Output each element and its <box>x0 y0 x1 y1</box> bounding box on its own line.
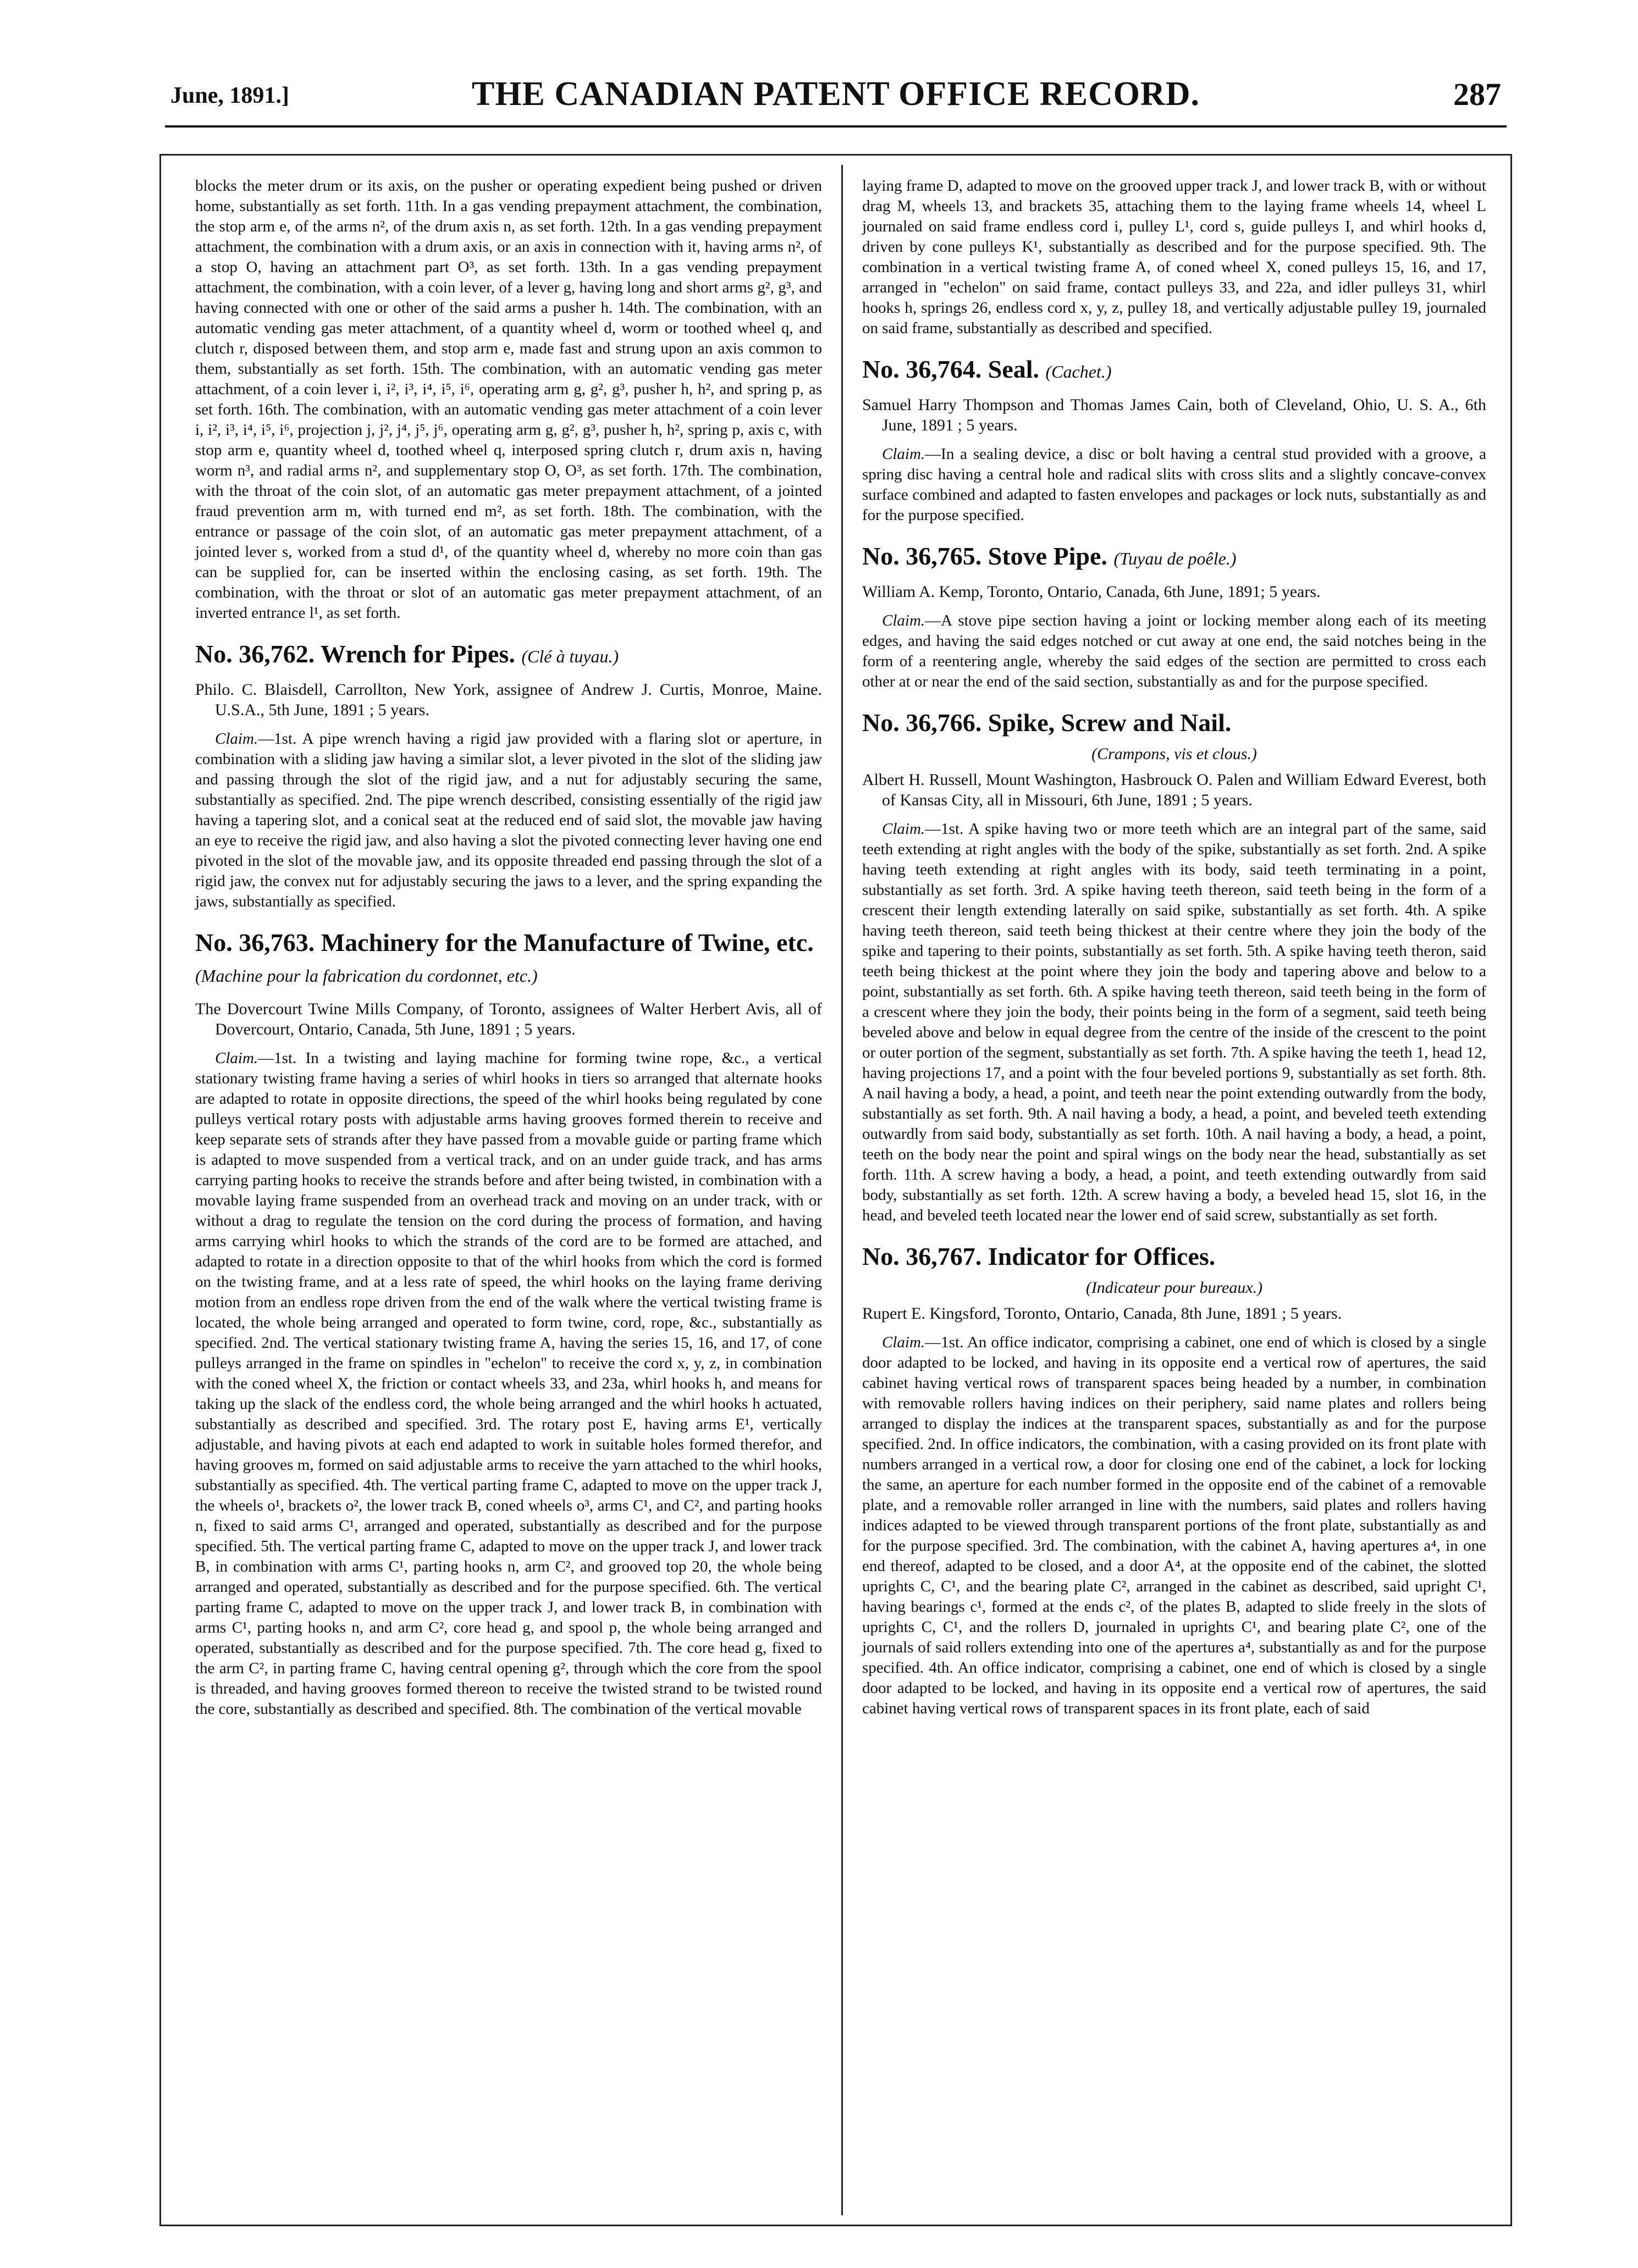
column-divider <box>841 165 843 2215</box>
patent-number: No. 36,763. <box>195 928 315 956</box>
patent-title: Indicator for Offices. <box>988 1242 1216 1270</box>
inventor-line: The Dovercourt Twine Mills Company, of Toronto, assignees of Walter Herbert Avis, all of Dovercourt, Ontario, Canada, 5th June, 1891 ; 5 years. <box>195 1000 822 1038</box>
continued-claims: blocks the meter drum or its axis, on the pusher or operating expedient being pushed or driven home, substantially as set forth. 11th. In a gas vending prepayment attachment, the combination, the stop arm e, of the arms n², of the drum axis n, as set forth. 12th. In a gas vending prepayment attachment, the combination with a drum axis, or an axis in connection with it, having arms n², of a stop O, having an attachment part O³, as set forth. 13th. In a gas vending prepayment attachment, the combination, with a coin lever, of a lever g, having long and short arms g², g³, and having connected with one or other of the said arms a pusher h. 14th. The combination, with an automatic vending gas meter attachment, of a quantity wheel d, worm or toothed wheel q, and clutch r, disposed between them, and stop arm e, made fast and strung upon an axis common to them, substantially as set forth. 15th. The combination, with an automatic vending gas meter attachment, of a coin lever i, i², i³, i⁴, i⁵, i⁶, operating arm g, g², g³, pusher h, h², and spring p, as set forth. 16th. The combination, with an automatic vending gas meter attachment of a coin lever i, i², i³, i⁴, i⁵, i⁶, projection j, j², j⁴, j⁵, j⁶, operating arm g, g², g³, pusher h, h², spring p, axis c, with stop arm e, quantity wheel d, toothed wheel q, interposed spring clutch r, drum axis n, having worm n³, and radial arms n², and supplementary stop O, O³, as set forth. 17th. The combination, with the throat of the coin slot, of an automatic gas meter prepayment attachment, of a jointed fraud prevention arm m, with turned end m², as set forth. 18th. The combination, with the entrance or passage of the coin slot, of an automatic gas meter prepayment attachment, of a jointed lever s, worked from a stud d¹, of the quantity wheel d, whereby no more coin than gas can be supplied for, can be inserted within the enclosing casing, as set forth. 19th. The combination, with the throat or slot of an automatic gas meter prepayment attachment, of an inverted entrance l¹, as set forth. <box>195 177 822 622</box>
french-title: (Tuyau de poêle.) <box>1113 549 1237 568</box>
left-column <box>195 176 822 1728</box>
claim-body: —In a sealing device, a disc or bolt having a central stud provided with a groove, a spring disc having a central hole and radical slits with cross slits and a slightly concave-convex surface combined and adapted to fasten envelopes and packages or lock nuts, substantially as and for the purpose specified. <box>862 445 1486 524</box>
patent-title: Machinery for the Manufacture of Twine, etc. <box>321 928 814 956</box>
entry-heading <box>862 1241 1486 1272</box>
entry-heading <box>862 707 1486 738</box>
patent-entry-36763 <box>195 927 822 1719</box>
claim-text <box>195 1048 822 1719</box>
patent-number: No. 36,767. <box>862 1242 982 1270</box>
french-title: (Cachet.) <box>1045 362 1112 381</box>
claim-text <box>862 444 1486 525</box>
patent-title: Seal. <box>988 355 1040 383</box>
inventor-line: Samuel Harry Thompson and Thomas James Cain, both of Cleveland, Ohio, U. S. A., 6th June, 1891 ; 5 years. <box>862 396 1486 434</box>
patent-entry-36767 <box>862 1241 1486 1719</box>
french-title: (Crampons, vis et clous.) <box>1091 745 1257 763</box>
entry-heading <box>195 927 822 991</box>
patent-number: No. 36,764. <box>862 355 982 383</box>
french-title: (Clé à tuyau.) <box>521 646 619 666</box>
inventor-line: Philo. C. Blaisdell, Carrollton, New York, assignee of Andrew J. Curtis, Monroe, Maine. U.S.A., 5th June, 1891 ; 5 years. <box>195 681 822 719</box>
patent-title: Wrench for Pipes. <box>320 640 515 668</box>
inventor-line: William A. Kemp, Toronto, Ontario, Canada, 6th June, 1891; 5 years. <box>862 583 1321 601</box>
patent-title: Stove Pipe. <box>988 542 1107 570</box>
patent-entry-36765 <box>862 541 1486 692</box>
entry-heading <box>862 541 1486 574</box>
header-rule <box>165 125 1507 128</box>
french-title: (Indicateur pour bureaux.) <box>1085 1279 1263 1297</box>
claim-label: Claim. <box>215 1049 258 1067</box>
claim-body: —1st. A spike having two or more teeth which are an integral part of the same, said teeth extending at right angles with the body of the spike, substantially as set forth. 2nd. A spike having teeth extending at right angles with its body, said teeth terminating in a point, substantially as set forth. 3rd. A spike having teeth thereon, said teeth being in the form of a crescent their length extending laterally on said spike, substantially as set forth. 4th. A spike having teeth thereon, said teeth being thickest at their centre where they join the body of the spike and tapering to their points, substantially as set forth. 5th. A spike having teeth theron, said teeth being thickest at the point where they join the body and tapering above and below to a point, substantially as set forth. 6th. A spike having teeth thereon, said teeth being in the form of a crescent where they join the body, their points being in the form of a segment, said teeth being beveled above and below in equal degree from the centre of the inside of the crescent to the point or outer portion of the segment, substantially as set forth. 7th. A spike having the teeth 1, head 12, having projections 17, and a point with the four beveled portions 9, substantially as set forth. 8th. A nail having a body, a head, a point, and teeth near the point extending outwardly from the body, substantially as set forth. 9th. A nail having a body, a head, a point, and beveled teeth extending outwardly from said body, substantially as set forth. 10th. A nail having a body, a head, a point, teeth on the body near the point and spiral wings on the body near the head, substantially as set forth. 11th. A screw having a body, a head, a point, and teeth extending outwardly from said body, substantially as set forth. 12th. A screw having a body, a beveled head 15, slot 16, in the head, and beveled teeth located near the lower end of said screw, substantially as set forth. <box>862 820 1486 1224</box>
claim-body: —A stove pipe section having a joint or locking member along each of its meeting edges, and having the said edges notched or cut away at one end, the said notches being in the form of a reentering angle, whereby the said edges of the section are permitted to cross each other at or near the end of the said section, substantially as and for the purpose specified. <box>862 612 1486 690</box>
claim-label: Claim. <box>882 1334 925 1351</box>
french-title: (Machine pour la fabrication du cordonnet, etc.) <box>195 966 538 986</box>
entry-heading <box>195 639 822 672</box>
entry-heading <box>862 354 1486 387</box>
patent-entry-36762 <box>195 639 822 912</box>
claim-body: —1st. In a twisting and laying machine for forming twine rope, &c., a vertical stationary twisting frame having a series of whirl hooks in tiers so arranged that alternate hooks are adapted to rotate in opposite directions, the speed of the whirl hooks being regulated by cone pulleys vertical rotary posts with adjustable arms having grooves formed therein to receive and keep separate sets of strands after they have passed from a movable guide or parting frame which is adapted to move suspended from a vertical track, and on an under guide track, and has arms carrying parting hooks to receive the strands before and after being twisted, in combination with a movable laying frame suspended from an overhead track and moving on an under track, with or without a drag to regulate the tension on the cord during the process of formation, and having arms carrying whirl hooks to which the strands of the cord are to be formed are attached, and adapted to rotate in a direction opposite to that of the whirl hooks from which the cord is formed on the twisting frame, and at a less rate of speed, the whirl hooks on the laying frame deriving motion from an endless rope driven from the end of the walk where the vertical twisting frame is located, the whole being arranged and operated to form twine, cord, rope, &c., substantially as specified. 2nd. The vertical stationary twisting frame A, having the series 15, 16, and 17, of cone pulleys arranged in the frame on spindles in "echelon" to receive the cord x, y, z, in combination with the coned wheel X, the friction or contact wheels 33, and 23a, whirl hooks h, and means for taking up the slack of the endless cord, the whole being arranged and the whirl hooks h actuated, substantially as described and specified. 3rd. The rotary post E, having arms E¹, vertically adjustable, and having pivots at each end adapted to work in suitable holes formed therefor, and having grooves m, formed on said adjustable arms to receive the yarn attached to the whirl hooks, substantially as specified. 4th. The vertical parting frame C, adapted to move on the upper track J, the wheels o¹, brackets o², the lower track B, coned wheels o³, arms C¹, and C², and parting hooks n, fixed to said arms C¹, arranged and operated, substantially as described and for the purpose specified. 5th. The vertical parting frame C, adapted to move on the upper track J, and lower track B, in combination with arms C¹, parting hooks n, arm C², and grooved top 20, the whole being arranged and operated, substantially as described and for the purpose specified. 6th. The vertical parting frame C, adapted to move on the upper track J, and lower track B, in combination with arms C¹, parting hooks n, and arm C², core head g, and spool p, the whole being arranged and operated, substantially as described and for the purpose specified. 7th. The core head g, fixed to the arm C², in parting frame C, having central opening g², through which the core from the spool is threaded, and having grooves formed thereon to receive the twisted strand to be twisted round the core, substantially as described and specified. 8th. The combination of the vertical movable <box>195 1049 822 1718</box>
claim-text <box>862 819 1486 1226</box>
patent-entry-36764 <box>862 354 1486 525</box>
patent-number: No. 36,766. <box>862 709 982 737</box>
inventor-line: Albert H. Russell, Mount Washington, Hasbrouck O. Palen and William Edward Everest, both of Kansas City, all in Missouri, 6th June, 1891 ; 5 years. <box>862 771 1486 809</box>
patent-number: No. 36,765. <box>862 542 982 570</box>
issue-date: June, 1891.] <box>170 83 289 108</box>
patent-entry-36766 <box>862 707 1486 1226</box>
claim-label: Claim. <box>882 820 925 838</box>
continued-claims: laying frame D, adapted to move on the grooved upper track J, and lower track B, with or without drag M, wheels 13, and brackets 35, attaching them to the laying frame wheels 14, wheel L journaled on said frame endless cord i, pulley L¹, cord s, guide pulleys I, and whirl hooks d, driven by cone pulleys K¹, substantially as described and for the purpose specified. 9th. The combination in a vertical twisting frame A, of coned wheel X, coned pulleys 15, 16, and 17, arranged in "echelon" on said frame, contact pulleys 33, and 22a, and idler pulleys 31, whirl hooks h, springs 26, endless cord x, y, z, pulley 18, and vertically adjustable pulley 19, journaled on said frame, substantially as described and specified. <box>862 177 1486 337</box>
inventor-line: Rupert E. Kingsford, Toronto, Ontario, Canada, 8th June, 1891 ; 5 years. <box>862 1304 1342 1323</box>
claim-label: Claim. <box>215 730 258 748</box>
right-column <box>862 176 1486 1728</box>
page-number: 287 <box>1453 76 1501 112</box>
claim-label: Claim. <box>882 445 925 463</box>
claim-text <box>862 1332 1486 1719</box>
claim-body: —1st. An office indicator, comprising a cabinet, one end of which is closed by a single door adapted to be locked, and having in its opposite end a vertical row of apertures, the said cabinet having vertical rows of transparent spaces being headed by a number, in combination with removable rollers having indices on their periphery, said name plates and rollers being arranged to display the indices at the transparent spaces, substantially as and for the purpose specified. 2nd. In office indicators, the combination, with a casing provided on its front plate with numbers arranged in a vertical row, a door for closing one end of the cabinet, a lock for locking the same, an aperture for each number formed in the opposite end of the cabinet of a removable plate, and a removable roller arranged in line with the numbers, said plates and rollers having indices adapted to be viewed through transparent portions of the front plate, substantially as and for the purpose specified. 3rd. The combination, with the cabinet A, having apertures a⁴, in one end thereof, adapted to be closed, and a door A⁴, at the opposite end of the cabinet, the slotted uprights C, C¹, and the bearing plate C², arranged in the cabinet as described, said upright C¹, having bearings c¹, formed at the ends c², of the plates B, adapted to slide freely in the slots of uprights C, C¹, and the rollers D, journaled in uprights C¹, and bearing plate C², one of the journals of said rollers extending into one of the apertures a⁴, substantially as and for the purpose specified. 4th. An office indicator, comprising a cabinet, one end of which is closed by a single door adapted to be locked, and having in its opposite end a vertical row of apertures, the said cabinet having vertical rows of transparent spaces in its front plate, each of said <box>862 1334 1486 1717</box>
claim-body: —1st. A pipe wrench having a rigid jaw provided with a flaring slot or aperture, in combination with a sliding jaw having a similar slot, a lever pivoted in the slot of the sliding jaw and passing through the slot of the rigid jaw, and a nut for adjustably securing the same, substantially as specified. 2nd. The pipe wrench described, consisting essentially of the rigid jaw having a tapering slot, and a conical seat at the reduced end of said slot, the movable jaw having an eye to receive the rigid jaw, and also having a slot the pivoted connecting lever having one end pivoted in the slot of the movable jaw, and its opposite threaded end passing through the slot of a rigid jaw, the convex nut for adjustably securing the jaws to a lever, and the spring expanding the jaws, substantially as specified. <box>195 730 822 910</box>
publication-title: THE CANADIAN PATENT OFFICE RECORD. <box>471 75 1200 113</box>
claim-text <box>862 611 1486 692</box>
patent-title: Spike, Screw and Nail. <box>988 709 1232 737</box>
claim-text <box>195 729 822 912</box>
page-header <box>165 71 1507 121</box>
claim-label: Claim. <box>882 612 925 629</box>
patent-number: No. 36,762. <box>195 640 315 668</box>
